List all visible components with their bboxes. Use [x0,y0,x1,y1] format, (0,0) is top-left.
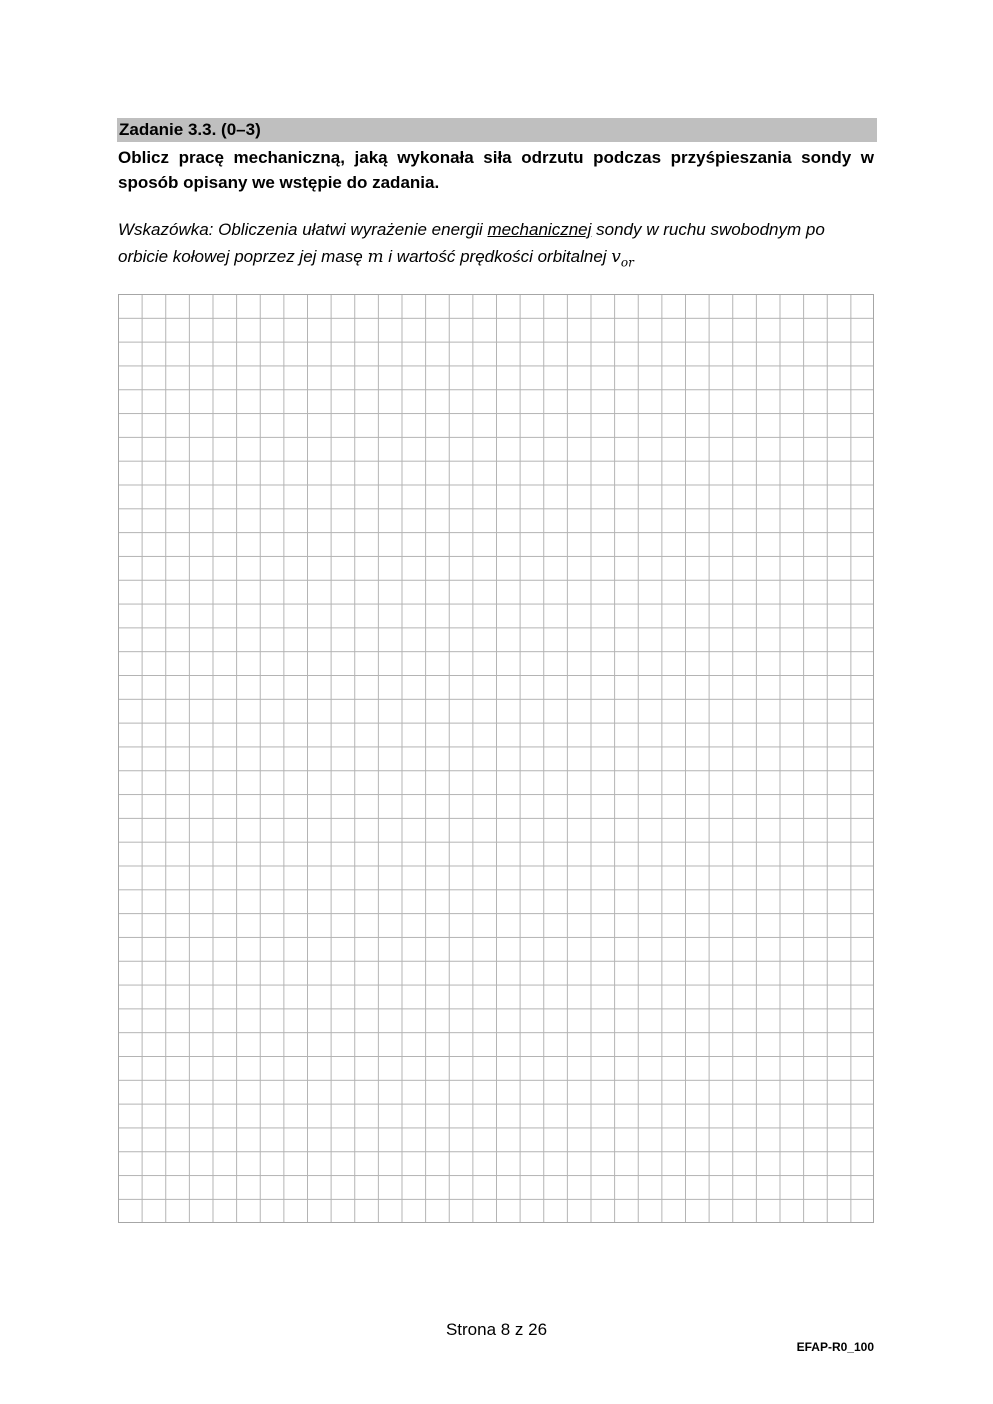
velocity-letter: v [611,247,621,267]
hint-text [118,216,876,276]
velocity-subscript: or [620,255,634,270]
page-number: Strona 8 z 26 [445,1320,548,1339]
answer-grid[interactable] [118,294,874,1223]
mass-symbol: m [367,247,384,267]
task-header: Zadanie 3.3. (0–3) [117,118,877,142]
task-instruction: Oblicz pracę mechaniczną, jaką wykonała siła odrzutu podczas przyśpieszania sondy w sposób opisany we wstępie do zadania. [118,148,874,192]
velocity-symbol [611,247,634,270]
hint-underlined-word: mechanicznej [487,220,592,239]
hint-part-1: Wskazówka: Obliczenia ułatwi wyrażenie energii [118,220,488,239]
exam-code: EFAP-R0_100 [796,1340,874,1354]
hint-part-3: i wartość prędkości orbitalnej [383,247,612,266]
hint-part-2: sondy w ruchu swobodnym po orbicie kołowej poprzez jej masę [118,220,825,266]
